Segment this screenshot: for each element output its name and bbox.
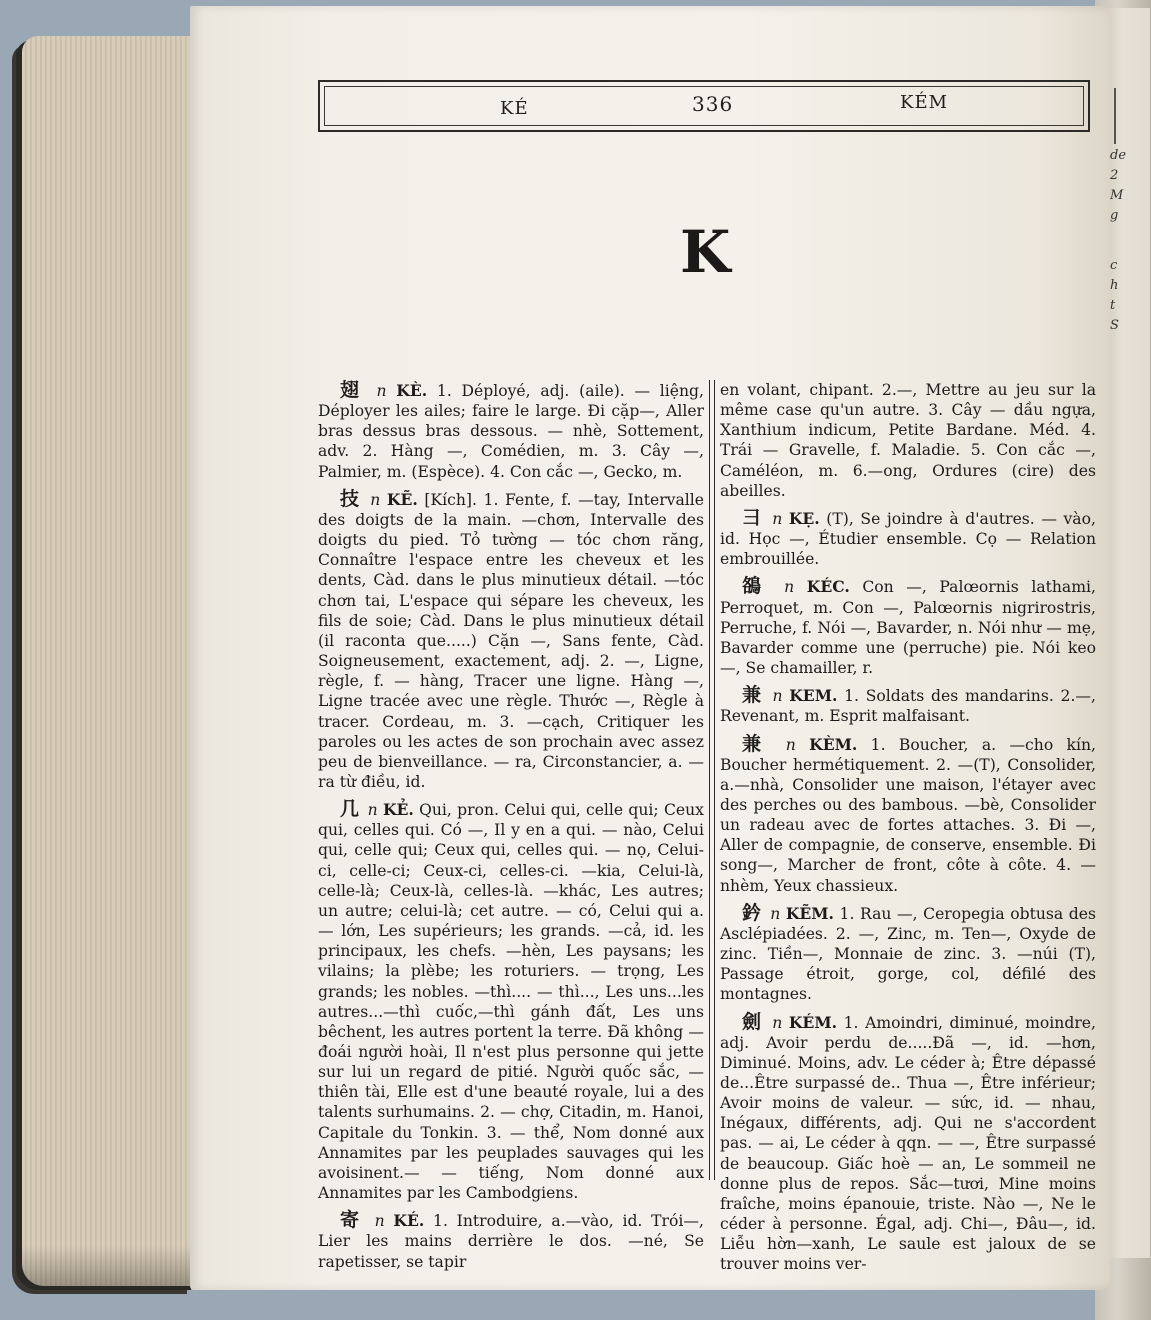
dictionary-entry-continuation [720,380,1096,501]
next-page-fragment: g [1110,208,1119,223]
entry-text: 1. Amoindri, diminué, moindre, adj. Avoir perdu de.....Đã —, id. —hơn, Diminué. Moins, adv. Le céder à; Être dépassé de...Être surpassé de.. Thua —, Être inférieur; Avoir moins de valeur. — sức, id. — nhau, Inégaux, différents, adj. Qui ne s'accordent pas. — ai, Le céder à qqn. — —, Être surpassé de beaucoup. Giấc hoè — an, Le sommeil ne donne plus de repos. Sắc—tươi, Mine moins fraîche, moins épanouie, triste. Nào —, Ne le céder à personne. Égal, adj. Chi—, Đâu—, id. Liễu hờn—xanh, Le saule est jaloux de se trouver moins ver- [720,1013,1096,1274]
entry-headword: KẼM. [785,903,834,923]
entry-marker: n [772,687,783,706]
entry-character: 翅 [340,379,364,401]
entry-marker: n [770,904,781,923]
next-page-rule [1114,88,1116,144]
next-page-fragment: de [1110,148,1127,163]
entry-text: 1. Soldats des mandarins. 2.—, Revenant, m. Esprit malfaisant. [720,687,1096,726]
dictionary-entry [720,903,1096,1005]
entry-character: 几 [340,798,360,821]
entry-headword: KÉM. [788,1012,838,1032]
entry-marker: n [772,1013,783,1032]
entry-headword: KÈM. [809,734,858,754]
dictionary-entry [720,685,1096,726]
entry-marker: n [772,509,783,528]
entry-text: 1. Boucher, a. —cho kín, Boucher hermétiquement. 2. —(T), Consolider, a.—nhà, Consolider une maison, l'étayer avec des perches ou des bambous. —bè, Consolider un radeau avec de fortes attaches. 3. Đi —, Aller de compagnie, de conserve, ensemble. Đi song—, Marcher de front, côte à côte. 4. —nhèm, Yeux chassieux. [720,735,1096,895]
entry-marker: n [367,801,378,820]
next-page-fragment: S [1110,318,1119,333]
dictionary-entry [318,1210,704,1271]
next-page-fragment: M [1110,188,1124,203]
entry-marker: n [784,578,795,597]
entry-headword: KEM. [789,686,838,706]
dictionary-page [190,6,1110,1290]
header-right-word: KÉM [900,92,949,113]
entry-headword: KÉC. [806,577,850,597]
entry-character: 寄 [340,1209,363,1232]
running-header [318,80,1090,132]
dictionary-entry [720,508,1096,569]
book-page-edges [22,36,197,1286]
section-letter: K [680,218,731,286]
page-number: 336 [692,92,734,116]
entry-headword: KẺ. [382,800,414,820]
column-divider [709,380,715,1180]
entry-marker: n [370,490,381,509]
entry-text: Con —, Palœornis lathami, Perroquet, m. Con —, Palœornis nigrirostris, Perruche, f. Nói —, Bavarder, n. Nói như — mẹ, Bavarder comme une (perruche) pie. Nói keo —, Se chamailler, r. [720,578,1096,678]
entry-text: 1. Déployé, adj. (aile). — liệng, Déployer les ailes; faire le large. Đi cặp—, Aller bras dessus bras dessous. — nhè, Sottement, adv. 2. Hàng —, Comédien, m. 3. Cây —, Palmier, m. (Espèce). 4. Con cắc —, Gecko, m. [318,382,704,481]
entry-character: 兼 [742,732,770,755]
entry-headword: KÈ. [396,381,428,400]
dictionary-entry [318,489,704,792]
entry-character: 兼 [742,684,763,707]
entry-text: (T), Se joindre à d'autres. — vào, id. Học —, Étudier ensemble. Cọ — Relation embrouillée. [720,509,1096,569]
entry-marker: n [374,1212,385,1231]
next-page-fragment: t [1110,298,1116,313]
entry-marker: n [785,735,796,754]
right-column [720,380,1096,1282]
entry-text: [Kích]. 1. Fente, f. —tay, Intervalle des doigts de la main. —chơn, Intervalle des doigts du pied. Tỏ tường — tóc chơn răng, Connaître l'espace entre les cheveux et les dents, Càd. dans le plus minutieux détail. —tóc chơn tai, L'espace qui sépare les cheveux, les fils de soie; Càd. Dans le plus minutieux détail (il raconta que.....) Cặn —, Sans fente, Càd. Soigneusement, exactement, adj. 2. —, Ligne, règle, f. — hàng, Tracer une ligne. Hàng —, Ligne tracée avec une règle. Thước —, Règle à tracer. Cordeau, m. 3. —cạch, Critiquer les paroles ou les actes de son prochain avec assez peu de bienveillance. — ra, Circonstancier, a. — ra từ điều, id. [318,490,704,791]
next-page-fragment: c [1110,258,1118,273]
entry-text: 1. Introduire, a.—vào, id. Trói—, Lier les mains derrière le dos. —né, Se rapetisser, se tapir [318,1212,704,1271]
dictionary-entry [720,1012,1096,1275]
dictionary-entry [318,380,704,482]
dictionary-entry [318,799,704,1203]
entry-text: 1. Rau —, Ceropegia obtusa des Asclépiadées. 2. —, Zinc, m. Ten—, Oxyde de zinc. Tiền—, Monnaie de zinc. 3. —núi (T), Passage étroit, gorge, col, défilé des montagnes. [720,904,1096,1004]
entry-character: 鈐 [742,901,762,924]
next-page-fragment: 2 [1110,168,1119,183]
entry-character: 技 [340,487,361,510]
entry-marker: n [376,382,387,400]
entry-character: 劍 [742,1010,763,1033]
entry-character: 彐 [742,506,763,529]
entry-text: Qui, pron. Celui qui, celle qui; Ceux qui, celles qui. Có —, Il y en a qui. — nào, Celui qui, celle qui; Ceux qui, celles qui. — nọ, Celui-ci, celle-ci; Ceux-ci, celles-ci. —kia, Celui-là, celle-là; Ceux-là, celles-là. —khác, Les autres; un autre; celui-là; cet autre. — có, Celui qui a. — lớn, Les supérieurs; les grands. —cả, id. les principaux, les chefs. —hèn, Les paysans; les vilains; la plèbe; les roturiers. — trọng, Les grands; les nobles. —thì.... — thì..., Les uns...les autres...—thì cuốc,—thì gánh đất, Les uns bêchent, les autres portent la terre. Đã không — đoái người hoài, Il n'est plus personne qui jette sur lui un regard de pitié. Người quốc sắc, — thiên tài, Elle est d'une beauté royale, lui a des talents surhumains. 2. — chợ, Citadin, m. Hanoi, Capitale du Tonkin. 3. — thể, Nom donné aux Annamites par les peuplades sauvages qui les avoisinent.— — tiếng, Nom donné aux Annamites par les Cambodgiens. [318,801,704,1203]
header-left-word: KÉ [500,98,529,119]
entry-headword: KÉ. [393,1211,425,1231]
entry-headword: KẼ. [386,489,418,509]
entry-text: en volant, chipant. 2.—, Mettre au jeu sur la même case qu'un autre. 3. Cây — dầu ngựa, Xanthium indicum, Petite Bardane. Méd. 4. Trái — Gravelle, f. Maladie. 5. Con cắc —, Caméléon, m. 6.—ong, Ordures (cire) des abeilles. [720,381,1096,500]
entry-headword: KẸ. [788,508,820,528]
entry-character: 鵅 [742,575,769,598]
left-column [318,380,704,1279]
dictionary-entry [720,576,1096,678]
dictionary-entry [720,734,1096,896]
next-page-fragment: h [1110,278,1119,293]
